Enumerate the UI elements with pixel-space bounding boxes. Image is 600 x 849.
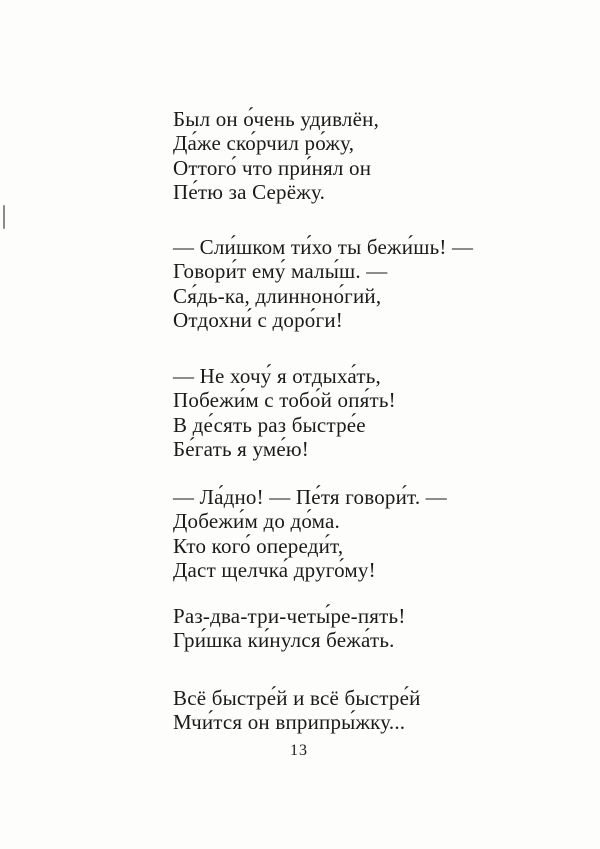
verse-line: Отдохни́ с доро́ги! bbox=[173, 307, 343, 332]
verse-line: Оттого́ что при́нял он bbox=[173, 155, 372, 180]
verse-line: Даст щелчка́ друго́му! bbox=[173, 557, 376, 582]
verse-line: Кто кого́ опереди́т, bbox=[173, 533, 344, 558]
verse-line: В де́сять раз быстре́е bbox=[173, 412, 366, 437]
verse-line: Пе́тю за Серёжу. bbox=[173, 179, 326, 204]
stanza bbox=[173, 235, 513, 332]
stanza bbox=[173, 686, 513, 735]
verse-line: Добежи́м до до́ма. bbox=[173, 509, 340, 534]
stanza bbox=[173, 107, 513, 204]
verse-line: — Ла́дно! — Пе́тя говори́т. — bbox=[173, 485, 447, 509]
verse-line: — Сли́шком ти́хо ты бежи́шь! — bbox=[173, 235, 474, 259]
verse-line: Мчи́тся он вприпры́жку... bbox=[173, 710, 406, 735]
stanza bbox=[173, 364, 513, 461]
verse-line: Был он о́чень удивлён, bbox=[173, 107, 380, 131]
stanza bbox=[173, 485, 513, 582]
verse-line: Побежи́м с тобо́й опя́ть! bbox=[173, 388, 396, 413]
verse-line: — Не хочу́ я отдыха́ть, bbox=[173, 364, 381, 388]
verse-line: Раз-два-три-четы́ре-пять! bbox=[173, 604, 406, 628]
verse-line: Бе́гать я уме́ю! bbox=[173, 436, 309, 461]
verse-line: Гри́шка ки́нулся бежа́ть. bbox=[173, 628, 395, 653]
page-number: 13 bbox=[290, 742, 308, 759]
verse-line: Всё быстре́й и всё быстре́й bbox=[173, 686, 421, 710]
verse-line: Говори́т ему́ малы́ш. — bbox=[173, 259, 388, 284]
page-edge-mark bbox=[3, 205, 5, 229]
verse-line: Ся́дь-ка, длинноно́гий, bbox=[173, 283, 382, 308]
verse-line: Да́же ско́рчил ро́жу, bbox=[173, 131, 355, 156]
stanza bbox=[173, 604, 513, 653]
